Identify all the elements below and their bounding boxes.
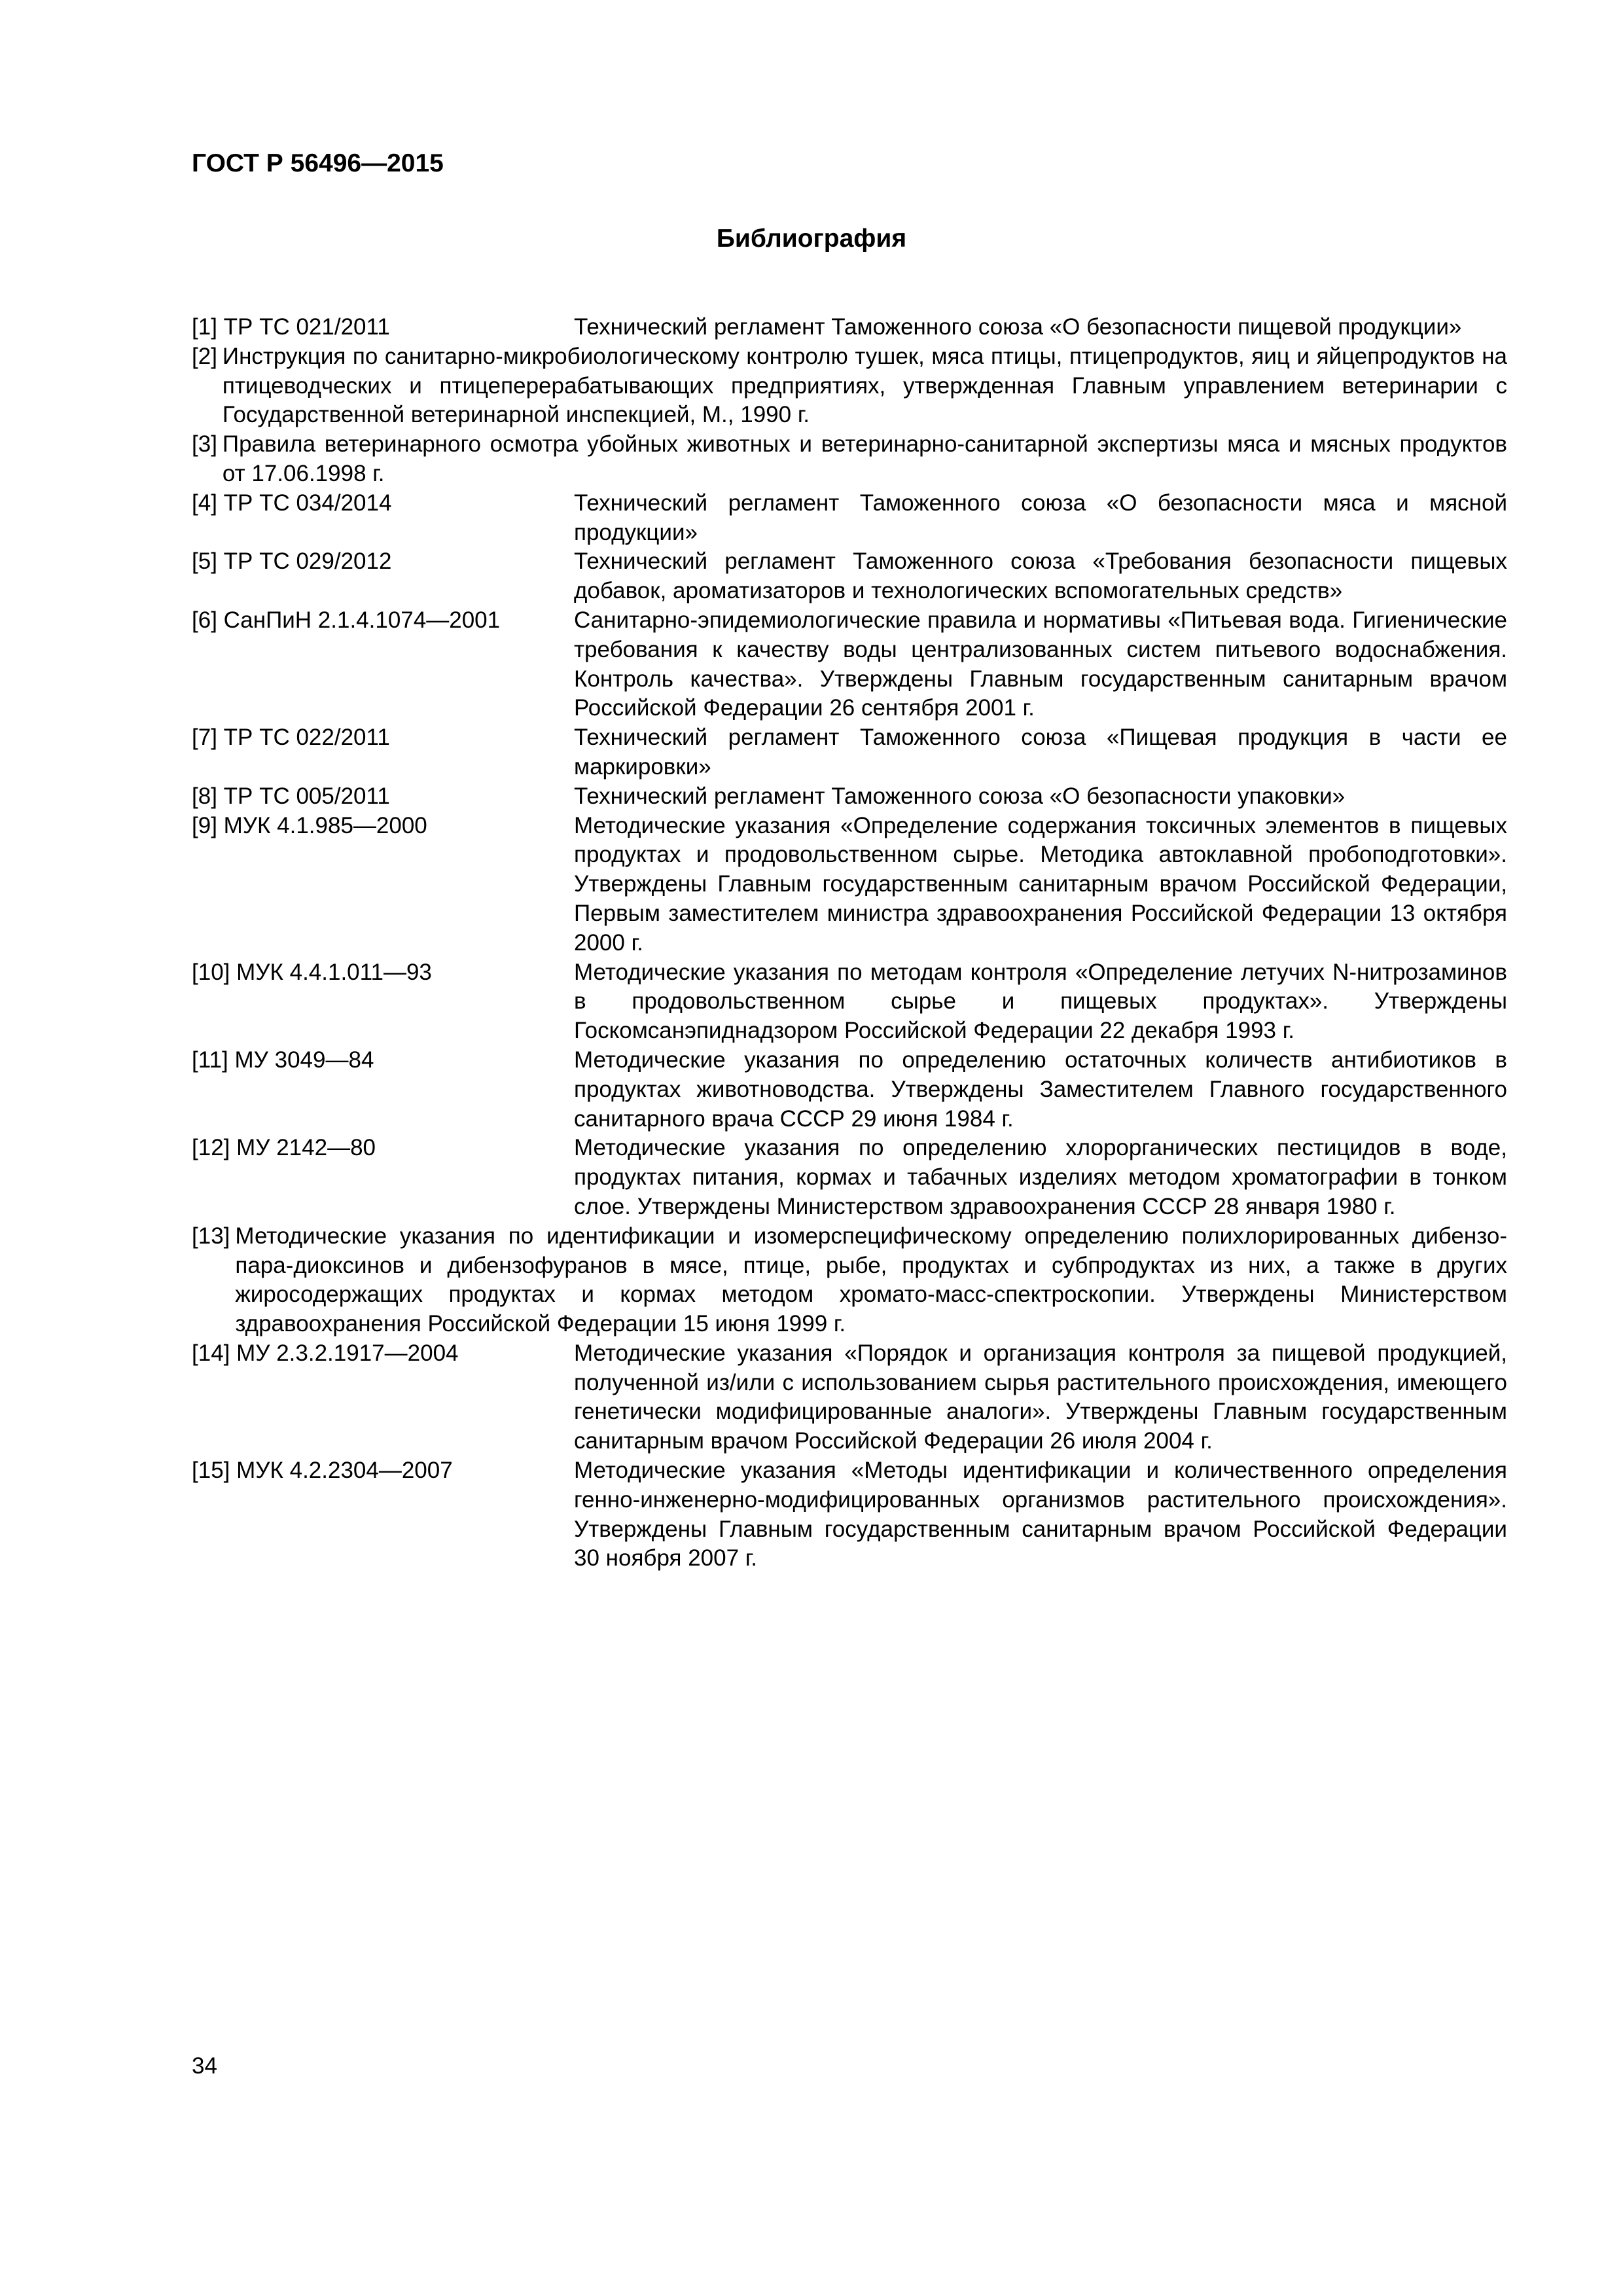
bibliography-entry-8 — [192, 782, 1507, 812]
bibliography-entry-1 — [192, 313, 1507, 342]
entry-code: [8] ТР ТС 005/2011 — [192, 783, 390, 809]
entry-text: Технический регламент Таможенного союза «О безопасности упаковки» — [574, 783, 1346, 809]
entry-text: Методические указания по методам контроля «Определение летучих N-нитрозаминов в продовольственном сырье и пищевых продуктах». Утверждены Госкомсанэпиднадзором Российской Федерации 22 декабря 1993 г. — [574, 959, 1507, 1044]
bibliography-entry-15 — [192, 1456, 1507, 1573]
entry-text: Правила ветеринарного осмотра убойных животных и ветеринарно-санитарной экспертизы мяса и мясных продуктов от 17.06.1998 г. — [222, 431, 1507, 486]
entry-code: [11] МУ 3049—84 — [192, 1047, 374, 1073]
bibliography-entry-13 — [192, 1222, 1507, 1339]
bibliography-entry-9 — [192, 812, 1507, 958]
bibliography-entry-14 — [192, 1339, 1507, 1456]
entry-number: [13] — [192, 1223, 230, 1249]
bibliography-entry-4 — [192, 489, 1507, 548]
entry-number: [3] — [192, 431, 217, 457]
bibliography-entry-3 — [192, 430, 1507, 489]
bibliography-entry-11 — [192, 1046, 1507, 1134]
entry-code: [9] МУК 4.1.985—2000 — [192, 812, 427, 838]
entry-text: Методические указания по определению хлорорганических пестицидов в воде, продуктах питания, кормах и табачных изделиях методом хроматографии в тонком слое. Утверждены Министерством здравоохранения СССР 28 января 1980 г. — [574, 1135, 1507, 1219]
document-code: ГОСТ Р 56496—2015 — [192, 149, 444, 177]
entry-code: [6] СанПиН 2.1.4.1074—2001 — [192, 607, 501, 633]
entry-code: [10] МУК 4.4.1.011—93 — [192, 959, 432, 985]
entry-text: Инструкция по санитарно-микробиологическому контролю тушек, мяса птицы, птицепродуктов, яиц и яйцепродуктов на птицеводческих и птицеперерабатывающих предприятиях, утвержденная Главным управлением ветеринарии с Государственной ветеринарной инспекцией, М., 1990 г. — [222, 343, 1507, 428]
entry-text: Санитарно-эпидемиологические правила и нормативы «Питьевая вода. Гигиенические требования к качеству воды централизованных систем питьевого водоснабжения. Контроль качества». Утверждены Главным государственным санитарным врачом Российской Федерации 26 сентября 2001 г. — [574, 607, 1507, 721]
entry-number: [2] — [192, 343, 217, 369]
entry-code: [7] ТР ТС 022/2011 — [192, 725, 390, 751]
entry-text: Методические указания «Порядок и организация контроля за пищевой продукцией, полученной из/или с использованием сырья растительного происхождения, имеющего генетически модифицированные аналоги». Утверждены Главным государственным санитарным врачом Российской Федерации 26 июля 2004 г. — [574, 1340, 1507, 1454]
entry-text: Методические указания «Определение содержания токсичных элементов в пищевых продуктах и продовольственном сырье. Методика автоклавной пробоподготовки». Утверждены Главным государственным санитарным врачом Российской Федерации, Первым заместителем министра здравоохранения Российской Федерации 13 октября 2000 г. — [574, 812, 1507, 956]
bibliography-entry-2 — [192, 342, 1507, 430]
bibliography-entry-12 — [192, 1134, 1507, 1221]
entry-text: Технический регламент Таможенного союза «О безопасности мяса и мясной продукции» — [574, 490, 1507, 545]
entry-text: Технический регламент Таможенного союза «Пищевая продукция в части ее маркировки» — [574, 725, 1507, 780]
entry-code: [4] ТР ТС 034/2014 — [192, 490, 392, 516]
entry-code: [1] ТР ТС 021/2011 — [192, 314, 390, 340]
entry-code: [5] ТР ТС 029/2012 — [192, 548, 392, 575]
entry-code: [15] МУК 4.2.2304—2007 — [192, 1458, 453, 1484]
bibliography-entry-7 — [192, 723, 1507, 782]
entry-text: Технический регламент Таможенного союза «О безопасности пищевой продукции» — [574, 314, 1462, 340]
entry-text: Методические указания по определению остаточных количеств антибиотиков в продуктах животноводства. Утверждены Заместителем Главного государственного санитарного врача СССР 29 июня 1984 г. — [574, 1047, 1507, 1132]
bibliography-entry-5 — [192, 547, 1507, 606]
bibliography-entry-6 — [192, 606, 1507, 723]
bibliography-entry-10 — [192, 958, 1507, 1046]
entry-text: Методические указания «Методы идентификации и количественного определения генно-инженерно-модифицированных организмов растительного происхождения». Утверждены Главным государственным санитарным врачом Российской Федерации 30 ноября 2007 г. — [574, 1458, 1507, 1571]
entry-code: [14] МУ 2.3.2.1917—2004 — [192, 1340, 459, 1366]
bibliography-list — [192, 313, 1507, 1573]
entry-code: [12] МУ 2142—80 — [192, 1135, 376, 1161]
page-number: 34 — [192, 2053, 217, 2079]
entry-text: Методические указания по идентификации и изомерспецифическому определению полихлорированных дибензо-пара-диоксинов и дибензофуранов в мясе, птице, рыбе, продуктах и субпродуктах из них, а также в других жиросодержащих продуктах и кормах методом хромато-масс-спектроскопии. Утверждены Министерством здравоохранения Российской Федерации 15 июня 1999 г. — [235, 1223, 1507, 1337]
page-title: Библиография — [716, 224, 907, 253]
entry-text: Технический регламент Таможенного союза «Требования безопасности пищевых добавок, ароматизаторов и технологических вспомогательных средств» — [574, 548, 1507, 604]
